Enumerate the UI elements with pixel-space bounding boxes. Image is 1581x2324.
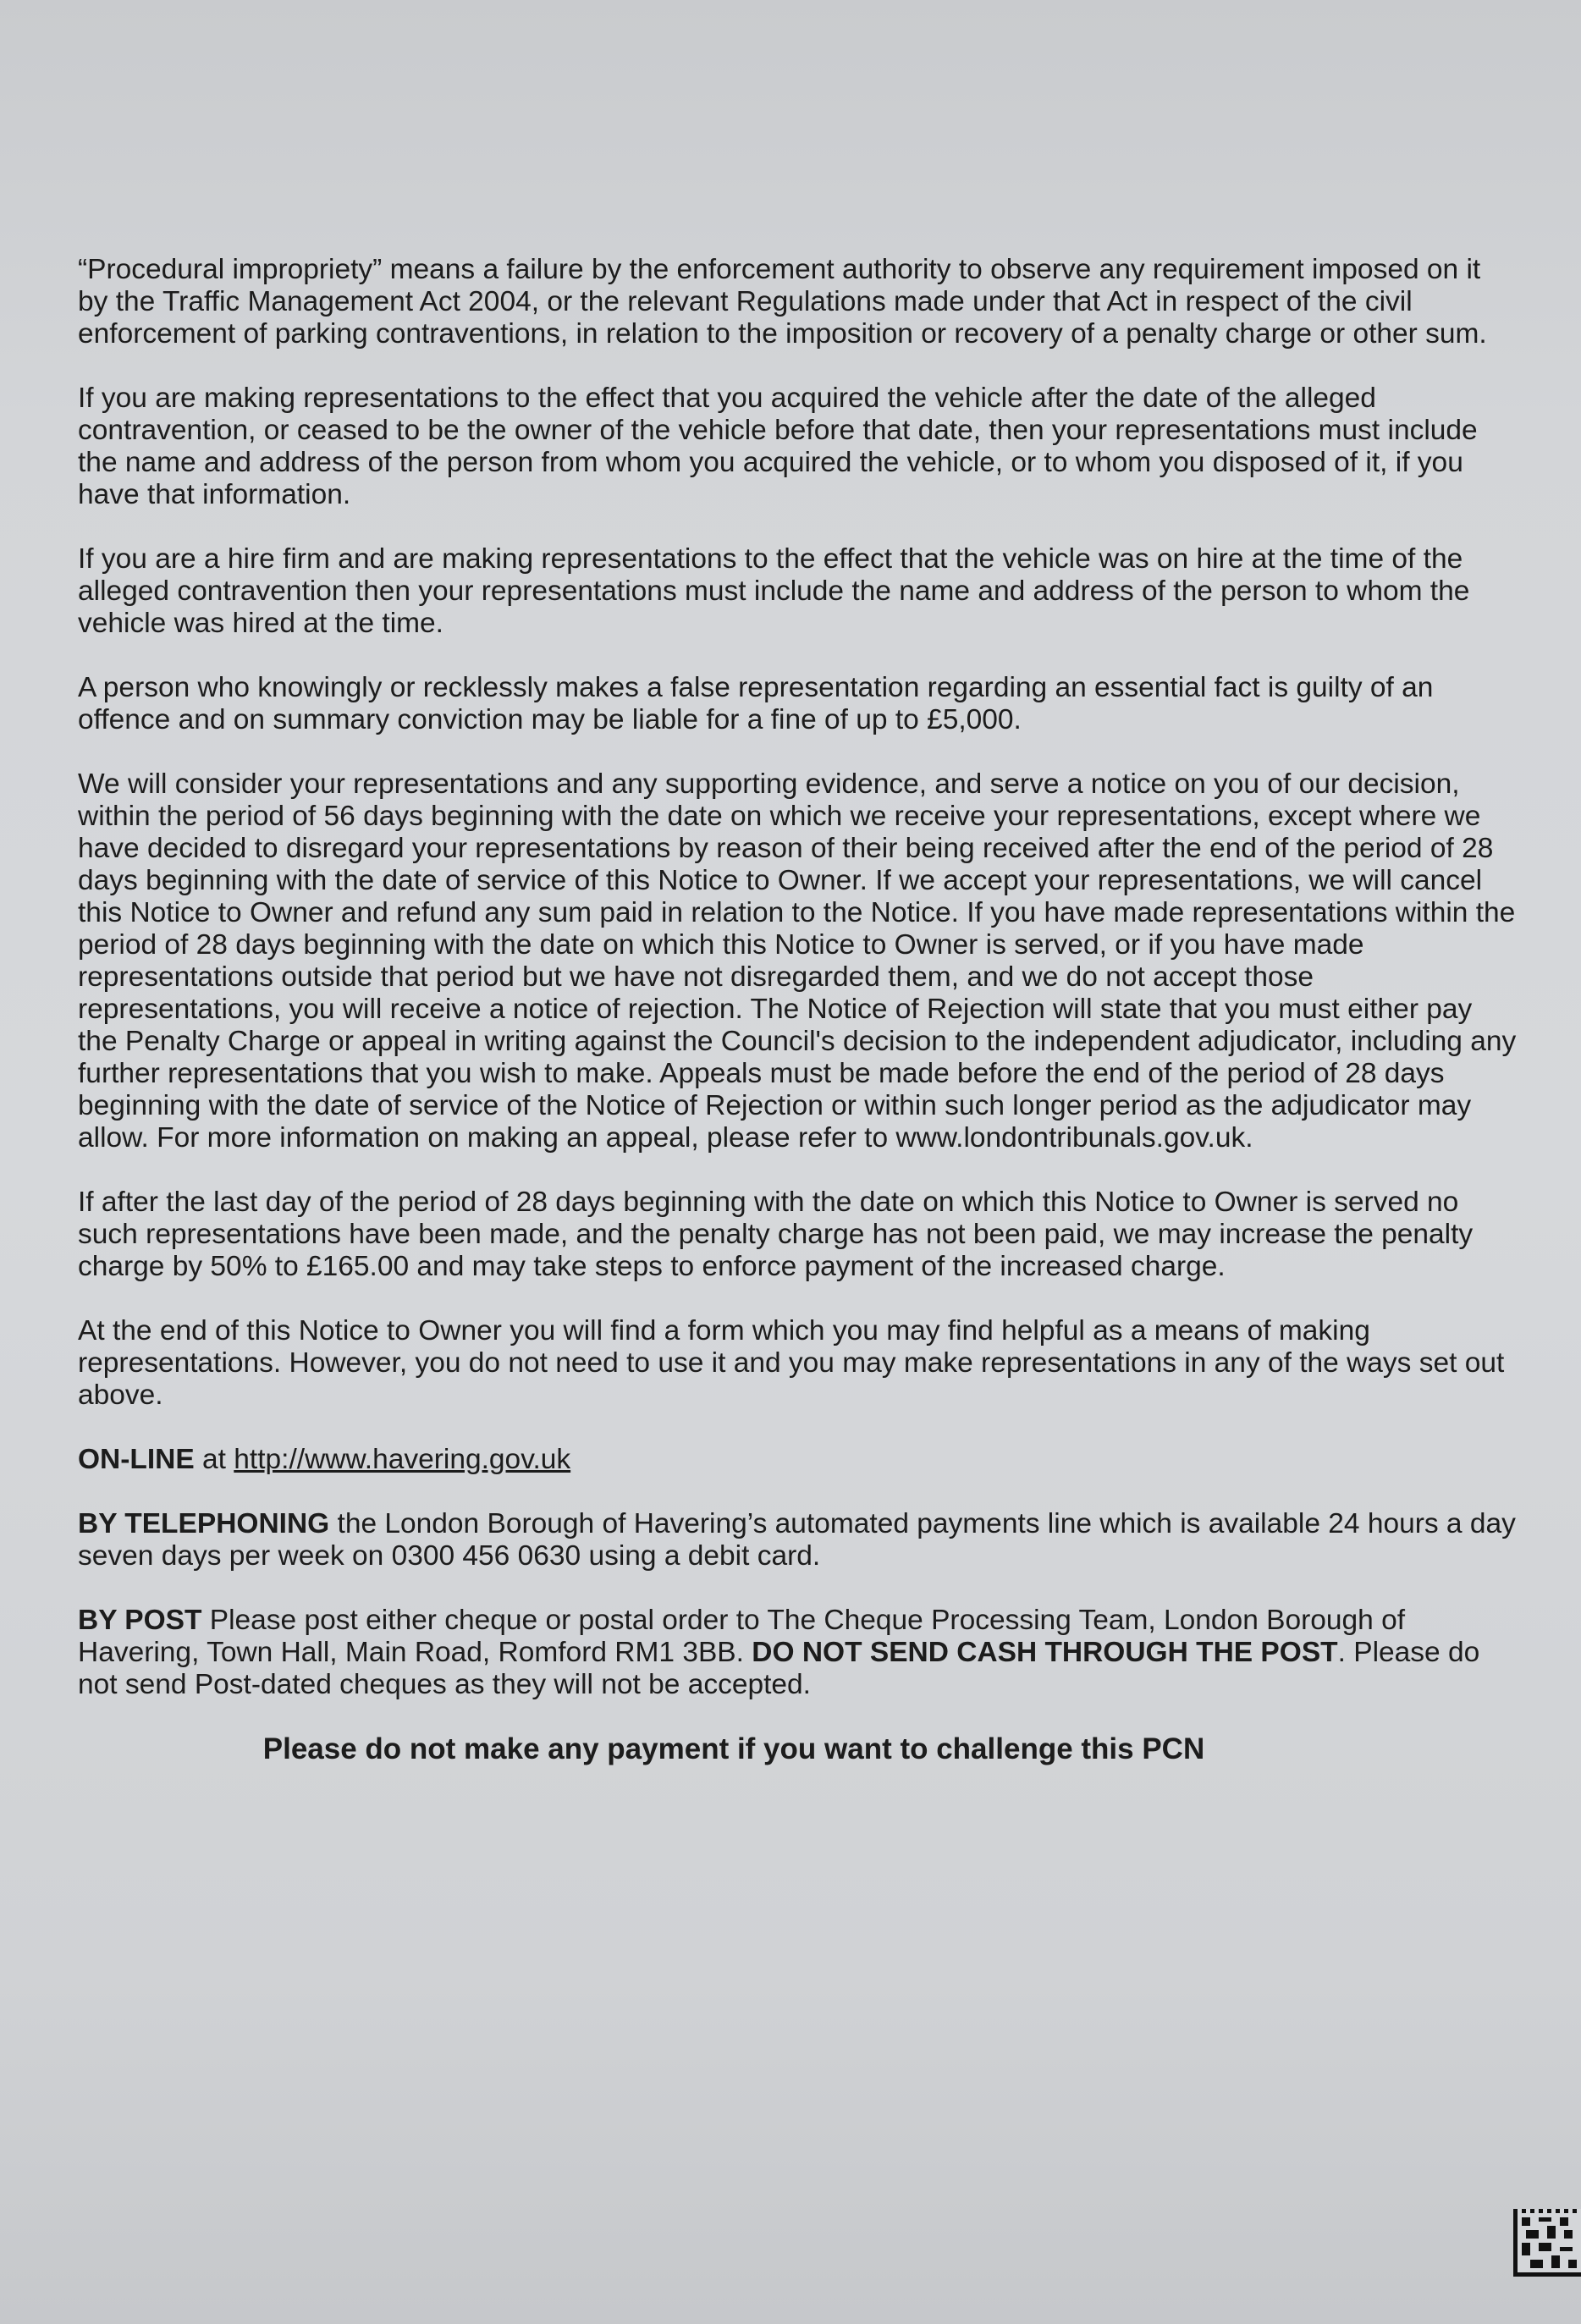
paragraph-increase-charge: If after the last day of the period of 28 days beginning with the date on which this Notice to Owner is served no such representations have been made, and the penalty charge has not been paid, we may increase the penalty charge by 50% to £165.00 and may take steps to enforce payment of the increased charge. [78, 1187, 1474, 1282]
post-lead: BY POST [78, 1605, 202, 1636]
paragraph-vehicle-ownership: If you are making representations to the effect that you acquired the vehicle after the date of the alleged contravention, or ceased to be the owner of the vehicle before that date, then your representations must include the name and address of the person from whom you acquired the vehicle, or to whom you disposed of it, if you have that information. [78, 383, 1478, 510]
paragraph-false-representation: A person who knowingly or recklessly makes a false representation regarding an essential fact is guilty of an offence and on summary conviction may be liable for a fine of up to £5,000. [78, 672, 1434, 735]
challenge-warning: Please do not make any payment if you want to challenge this PCN [262, 1732, 1205, 1765]
paragraph-procedural-impropriety: “Procedural impropriety” means a failure by the enforcement authority to observe any requirement imposed on it by the Traffic Management Act 2004, or the relevant Regulations made under that Act in respect of the civil enforcement of parking contraventions, in relation to the imposition or recovery of a penalty charge or other sum. [78, 254, 1487, 350]
online-payment [78, 1444, 1517, 1476]
post-cash-warning: DO NOT SEND CASH THROUGH THE POST [752, 1637, 1338, 1668]
telephone-payment [78, 1508, 1517, 1572]
paragraph-form-info: At the end of this Notice to Owner you will find a form which you may find helpful as a means of making representations. However, you do not need to use it and you may make representations in any of the ways set out above. [78, 1315, 1505, 1411]
data-matrix-code [1513, 2209, 1581, 2277]
online-lead: ON-LINE [78, 1444, 195, 1475]
telephone-lead: BY TELEPHONING [78, 1508, 330, 1539]
post-warning-end: . [1337, 1637, 1346, 1668]
paragraph-hire-firm: If you are a hire firm and are making representations to the effect that the vehicle was on hire at the time of the alleged contravention then your representations must include the name and address of the person to whom the vehicle was hired at the time. [78, 543, 1470, 639]
online-connector: at [194, 1444, 234, 1475]
notice-body [78, 254, 1517, 1795]
telephone-text: the London Borough of Havering’s automated payments line which is available 24 hours a day seven days per week on 0300 456 0630 using a debit card. [78, 1508, 1516, 1572]
paragraph-consideration: We will consider your representations and any supporting evidence, and serve a notice on you of our decision, within the period of 56 days beginning with the date on which we receive your representations, except where we have decided to disregard your representations by reason of their being received after the end of the period of 28 days beginning with the date of service of this Notice to Owner. If we accept your representations, we will cancel this Notice to Owner and refund any sum paid in relation to the Notice. If you have made representations within the period of 28 days beginning with the date on which this Notice to Owner is served, or if you have made representations outside that period but we have not disregarded them, and we do not accept those representations, you will receive a notice of rejection. The Notice of Rejection will state that you must either pay the Penalty Charge or appeal in writing against the Council's decision to the independent adjudicator, including any further representations that you wish to make. Appeals must be made before the end of the period of 28 days beginning with the date of service of the Notice of Rejection or within such longer period as the adjudicator may allow. For more information on making an appeal, please refer to www.londontribunals.gov.uk. [78, 768, 1517, 1154]
post-payment [78, 1605, 1517, 1701]
havering-website-link[interactable]: http://www.havering.gov.uk [234, 1444, 571, 1475]
post-text-2: Please do not send Post-dated cheques as they will not be accepted. [78, 1637, 1480, 1700]
post-text: Please post either cheque or postal order to The Cheque Processing Team, London Borough of Havering, Town Hall, Main Road, Romford RM1 3BB. [78, 1605, 1406, 1668]
